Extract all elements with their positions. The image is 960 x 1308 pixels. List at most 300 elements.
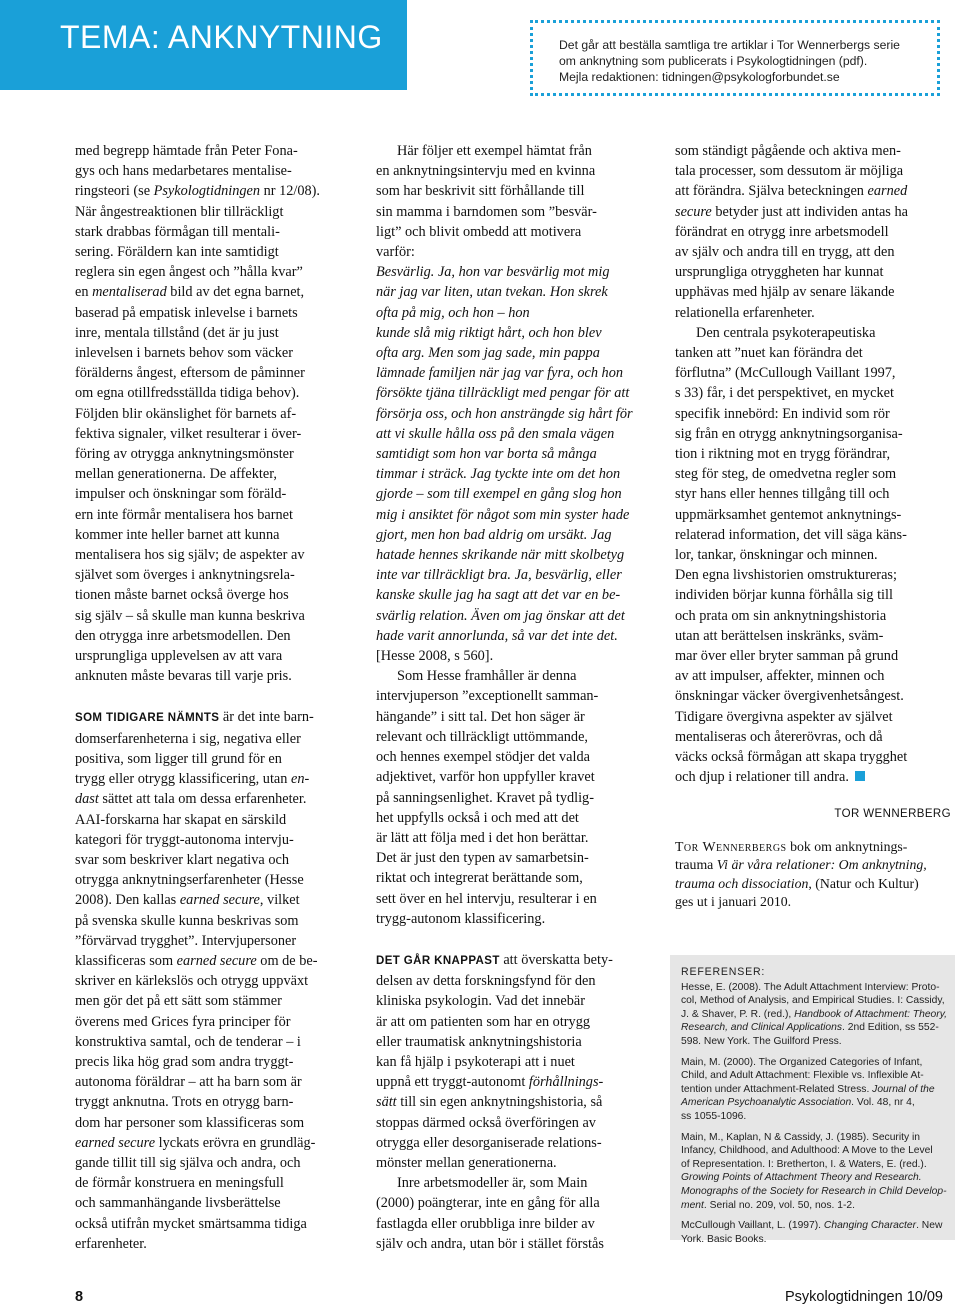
- text-line: [675, 727, 951, 747]
- text-line: [376, 363, 646, 383]
- text-run: mig i ansiktet för något som min syster hade: [376, 506, 630, 523]
- text-line: [675, 606, 951, 626]
- text-run: earned secure: [176, 952, 257, 969]
- text-run: själv och andra, utan bör i stället förstås: [376, 1235, 604, 1252]
- text-line: [675, 282, 951, 302]
- text-line: [75, 707, 357, 728]
- paragraph: [675, 141, 951, 323]
- text-line: [75, 1133, 357, 1153]
- text-line: [75, 202, 357, 222]
- text-run: av själv och andra till en trygg, att den: [675, 244, 895, 261]
- text-run: stoppas därmed också överföringen av: [376, 1114, 596, 1131]
- text-line: [75, 141, 357, 161]
- text-run: American Psychoanalytic Association: [681, 1097, 852, 1109]
- text-run: till sin egen anknytningshistoria, så: [396, 1094, 603, 1111]
- text-line: [376, 323, 646, 343]
- text-line: [376, 1012, 646, 1032]
- text-run: dast: [75, 791, 99, 808]
- text-line: [675, 383, 951, 403]
- text-run: mentalisera hos sig själv; de aspekter av: [75, 547, 305, 564]
- text-line: [376, 545, 646, 565]
- column-3-text: [675, 141, 951, 788]
- text-line: [681, 1233, 949, 1247]
- text-run: kliniska psykologin. Vad det innebär: [376, 993, 586, 1010]
- body-column-3: [675, 141, 951, 911]
- text-line: [75, 303, 357, 323]
- text-line: [376, 1234, 646, 1254]
- text-run: timmar i sträck. Jag tyckte inte om det hon: [376, 466, 621, 483]
- text-line: [75, 323, 357, 343]
- text-run: hatade hennes skrikande när mitt skolbetyg: [376, 547, 625, 564]
- text-line: [376, 1032, 646, 1052]
- text-run: uppnå ett tryggt-autonomt: [376, 1074, 529, 1091]
- text-run: precis lika hög grad som andra tryggt-: [75, 1053, 294, 1070]
- text-run: , vilket: [259, 892, 300, 909]
- text-run: . 2nd Edition, ss 552-: [842, 1022, 939, 1034]
- text-line: [675, 856, 951, 874]
- text-run: är att om patienten som har en otrygg: [376, 1013, 590, 1030]
- text-line: [75, 1234, 357, 1254]
- text-run: . New: [916, 1220, 943, 1232]
- end-mark-square: [855, 771, 865, 781]
- text-line: [75, 464, 357, 484]
- text-run: Research, and Clinical Applications: [681, 1022, 843, 1034]
- text-run: Hesse, E. (2008). The Adult Attachment Interview: Proto-: [681, 981, 940, 993]
- paragraph: [376, 262, 646, 666]
- text-run: anknuten måste bevaras till varje pris.: [75, 668, 292, 685]
- text-line: [681, 1219, 949, 1233]
- text-run: att vi skulle hålla oss på den smala vägen: [376, 425, 615, 442]
- text-line: [675, 666, 951, 686]
- text-line: [376, 646, 646, 666]
- text-line: [75, 1173, 357, 1193]
- text-run: sig själv – så skulle man kunna beskriva: [75, 607, 305, 624]
- text-run: intervjuperson ”exceptionellt samman-: [376, 688, 599, 705]
- text-line: [675, 646, 951, 666]
- text-line: [75, 1153, 357, 1173]
- text-run: Tidigare övergivna aspekter av självet: [675, 708, 893, 725]
- references-box: [670, 955, 955, 1245]
- text-run: mönster mellan generationerna.: [376, 1154, 557, 1171]
- text-line: [376, 1153, 646, 1173]
- text-run: När ångestreaktionen blir tillräckligt: [75, 203, 284, 220]
- text-line: [75, 810, 357, 830]
- text-run: , (Natur och Kultur): [808, 875, 919, 891]
- text-line: [376, 848, 646, 868]
- paragraph: [376, 141, 646, 262]
- text-run: kan få hjälp i psykoterapi att i nuet: [376, 1053, 575, 1070]
- text-line: [75, 484, 357, 504]
- text-line: [376, 1133, 646, 1153]
- text-line: [75, 343, 357, 363]
- text-run: tionen måste barnet också överge hos: [75, 587, 289, 604]
- paragraph: [376, 950, 646, 1173]
- text-line: [681, 994, 949, 1008]
- paragraph: [75, 707, 357, 1253]
- text-run: adjektivet, varför hon uppfyller kravet: [376, 769, 595, 786]
- text-run: of Representation. I: Bretherton, I. & Waters, E. (red.).: [681, 1158, 927, 1170]
- text-line: [376, 727, 646, 747]
- text-run: gande tillit till sig själva och andra, och: [75, 1154, 301, 1171]
- text-run: betyder just att individen antas ha: [711, 203, 908, 220]
- text-run: Följden blir okänslighet för barnets af-: [75, 405, 297, 422]
- text-line: [675, 484, 951, 504]
- text-line: [75, 911, 357, 931]
- paragraph: [675, 323, 951, 788]
- text-run: av att impulser, affekter, minnen och: [675, 668, 885, 685]
- text-run: trygg-autonom klassificering.: [376, 910, 546, 927]
- text-run: och sammanhängande livsberättelse: [75, 1195, 281, 1212]
- text-line: [376, 767, 646, 787]
- text-line: [75, 870, 357, 890]
- text-line: [75, 850, 357, 870]
- text-run: tion i riktning mot en trygg förändrar,: [675, 446, 891, 463]
- text-run: Psykologtidningen: [153, 183, 261, 200]
- text-line: [376, 141, 646, 161]
- text-run: earned secure: [75, 1134, 156, 1151]
- text-run: en-: [290, 771, 310, 788]
- text-line: [675, 222, 951, 242]
- text-line: [75, 1032, 357, 1052]
- text-run: ursprungliga upplevelsen av att vara: [75, 648, 283, 665]
- text-line: [675, 141, 951, 161]
- text-line: [675, 323, 951, 343]
- text-line: [75, 1092, 357, 1112]
- text-line: [75, 769, 357, 789]
- text-run: . Vol. 48, nr 4,: [851, 1097, 915, 1109]
- text-line: [675, 893, 951, 911]
- text-line: [376, 222, 646, 242]
- text-line: [75, 931, 357, 951]
- section-break: [376, 929, 646, 950]
- text-line: [75, 444, 357, 464]
- reference-item: [681, 1131, 949, 1213]
- text-line: [681, 1199, 949, 1213]
- text-line: [675, 545, 951, 565]
- text-run: lämnade familjen när jag var fyra, och hon: [376, 365, 623, 382]
- text-run: Child, and Adult Attachment: Flexible vs. Inflexible At-: [681, 1070, 924, 1082]
- text-run: en: [75, 284, 93, 301]
- text-run: otrygga eller desorganiserade relations-: [376, 1134, 602, 1151]
- text-run: baserad på empatisk inlevelse i barnets: [75, 304, 298, 321]
- text-run: tanken att ”nuet kan förändra det: [675, 345, 863, 362]
- text-run: förflutna” (McCullough Vaillant 1997,: [675, 365, 896, 382]
- paragraph: [376, 1173, 646, 1254]
- text-run: ”förvärvad trygghet”. Intervjupersoner: [75, 932, 297, 949]
- text-line: [75, 262, 357, 282]
- text-run: bok om anknytnings-: [790, 838, 908, 854]
- text-run: ern inte förmår mentalisera hos barnet: [75, 506, 293, 523]
- text-run: lor, tankar, önskningar och minnen.: [675, 547, 878, 564]
- text-run: önskningar väcker övergivenhetsångest.: [675, 688, 904, 705]
- text-run: delsen av detta forskningsfynd för den: [376, 973, 596, 990]
- text-run: (2000) poängterar, inte en gång för alla: [376, 1195, 600, 1212]
- text-line: [681, 1110, 949, 1124]
- text-run: inte var tillräckligt bra. Ja, besvärlig, eller: [376, 567, 622, 584]
- text-run: väcks också förmågan att skapa trygghet: [675, 749, 908, 766]
- text-line: [75, 222, 357, 242]
- text-line: [376, 1052, 646, 1072]
- text-line: [75, 1214, 357, 1234]
- text-run: är lätt att följa med i det hon berättar.: [376, 829, 589, 846]
- text-run: McCullough Vaillant, L. (1997).: [681, 1220, 824, 1232]
- text-line: [75, 505, 357, 525]
- text-run: Det är just den typen av samarbetsin-: [376, 850, 589, 867]
- text-line: [376, 606, 646, 626]
- text-run: tention under Attachment-Related Stress.: [681, 1083, 873, 1095]
- text-line: [376, 444, 646, 464]
- text-run: också utifrån mycket smärtsamma tidiga: [75, 1215, 307, 1232]
- text-run: Inre arbetsmodeller är, som Main: [397, 1175, 588, 1192]
- text-run: om de be-: [256, 952, 318, 969]
- text-line: [376, 707, 646, 727]
- text-line: [75, 1113, 357, 1133]
- text-line: [75, 1012, 357, 1032]
- text-run: och hennes exempel stödjer det valda: [376, 749, 590, 766]
- text-line: [75, 1052, 357, 1072]
- text-run: ursprungliga otryggheten har kunnat: [675, 264, 884, 281]
- reference-item: [681, 981, 949, 1049]
- text-run: som ständigt pågående och aktiva men-: [675, 143, 901, 159]
- text-line: [681, 1056, 949, 1070]
- text-line: [376, 868, 646, 888]
- text-line: [376, 343, 646, 363]
- text-run: Main, M., Kaplan, N & Cassidy, J. (1985). Security in: [681, 1131, 921, 1143]
- text-line: [675, 525, 951, 545]
- text-run: svar som beskriver klart negativa och: [75, 851, 289, 868]
- text-run: sering. Föräldern kan inte samtidigt: [75, 244, 279, 261]
- text-run: fastlagda eller orubbliga inre bilder av: [376, 1215, 595, 1232]
- text-run: ligt” och blivit ombedd att motivera: [376, 223, 582, 240]
- text-line: [75, 890, 357, 910]
- text-line: [75, 606, 357, 626]
- text-run: relationella erfarenheter.: [675, 304, 815, 321]
- text-run: trauma: [675, 857, 717, 873]
- publication-name: Psykologtidningen 10/09: [784, 1289, 943, 1305]
- text-run: med begrepp hämtade från Peter Fona-: [75, 143, 298, 159]
- text-line: [75, 951, 357, 971]
- text-line: [675, 686, 951, 706]
- text-run: upphävas med hjälp av senare läkande: [675, 284, 895, 301]
- text-line: [75, 971, 357, 991]
- text-run: impulser och önskningar som föräld-: [75, 486, 287, 503]
- text-run: sig från en otrygg anknytningsorganisa-: [675, 425, 903, 442]
- text-run: trygg eller otrygg klassificering, utan: [75, 771, 291, 788]
- text-run: försökte tjäna tillräckligt med pengar för att: [376, 385, 630, 402]
- text-line: [75, 626, 357, 646]
- text-line: [376, 525, 646, 545]
- text-run: på svenska skulle kunna beskrivas som: [75, 912, 299, 929]
- text-run: svärlig relation. Även om jag önskar att det: [376, 607, 625, 624]
- text-run: Handbook of Attachment: Theory,: [794, 1008, 947, 1020]
- text-line: [376, 505, 646, 525]
- text-run: ringsteori (se: [75, 183, 154, 200]
- text-run: Growing Points of Attachment Theory and Research.: [681, 1172, 922, 1184]
- text-run: Här följer ett exempel hämtat från: [397, 143, 592, 159]
- text-line: [675, 303, 951, 323]
- text-run: förälderns ångest, eftersom de påminner: [75, 365, 305, 382]
- text-line: [675, 767, 951, 787]
- text-run: col, Method of Analysis, and Empirical Studies. I: Cassidy,: [681, 995, 945, 1007]
- text-run: gys och hans medarbetares mentalise-: [75, 163, 292, 180]
- text-line: [681, 1131, 949, 1145]
- text-line: [75, 830, 357, 850]
- text-line: [75, 525, 357, 545]
- text-run: dom har personer som klassificeras som: [75, 1114, 305, 1131]
- paragraph: [376, 666, 646, 929]
- text-line: [376, 383, 646, 403]
- text-line: [376, 404, 646, 424]
- text-run: klassificeras som: [75, 952, 177, 969]
- text-run: AAI-forskarna har skapat en särskild: [75, 811, 287, 828]
- text-run: sätt: [376, 1094, 397, 1111]
- text-line: [75, 383, 357, 403]
- text-line: [376, 585, 646, 605]
- text-run: och prata om sin anknytningshistoria: [675, 607, 887, 624]
- text-line: [376, 626, 646, 646]
- text-run: mentaliserad: [92, 284, 167, 301]
- text-run: när jag var liten, utan tvekan. Hon skrek: [376, 284, 608, 301]
- text-run: ofta på mig, och hon – hon: [376, 304, 530, 321]
- text-run: kategori för tryggt-autonoma intervju-: [75, 831, 294, 848]
- text-run: som har beskrivit sitt förhållande till: [376, 183, 585, 200]
- text-run: föring av otrygga anknytningsmönster: [75, 446, 294, 463]
- text-line: [681, 1096, 949, 1110]
- author-bio-name: Tor Wennerbergs: [675, 838, 787, 854]
- section-lead-in: SOM TIDIGARE NÄMNTS: [75, 712, 220, 725]
- text-line: [675, 875, 951, 893]
- text-run: sett över en hel intervju, resulterar i en: [376, 890, 597, 907]
- text-line: [675, 363, 951, 383]
- text-run: stark drabbas förmågan till mentali-: [75, 223, 280, 240]
- text-line: [376, 747, 646, 767]
- text-line: [675, 242, 951, 262]
- text-run: hade varit annorlunda, så var det inte det.: [376, 627, 618, 644]
- text-run: 598. New York. The Guilford Press.: [681, 1035, 842, 1047]
- text-line: [376, 262, 646, 282]
- text-run: [Hesse 2008, s 560].: [376, 648, 494, 665]
- text-run: fektiva signaler, vilket resulterar i över-: [75, 425, 302, 442]
- text-line: [681, 1035, 949, 1049]
- paragraph: [75, 141, 357, 686]
- text-line: [75, 646, 357, 666]
- text-run: gjorde – som till exempel en gång slog hon: [376, 486, 622, 503]
- text-run: lyckats erövra en grundläg-: [155, 1134, 316, 1151]
- references-title: REFERENSER:: [681, 966, 766, 978]
- text-run: att förändra. Själva beteckningen: [675, 183, 868, 200]
- text-run: J. & Shaver, P. R. (red.),: [681, 1008, 795, 1020]
- text-run: Changing Character: [823, 1220, 917, 1232]
- text-line: [376, 950, 646, 971]
- text-run: Som Hesse framhåller är denna: [397, 668, 577, 685]
- text-run: eller traumatisk anknytningshistoria: [376, 1033, 582, 1050]
- text-run: mentaliseras och återerövras, och då: [675, 728, 883, 745]
- text-line: [675, 585, 951, 605]
- text-line: [376, 1214, 646, 1234]
- text-run: positiva, som ligger till grund för en: [75, 750, 282, 767]
- text-line: [376, 971, 646, 991]
- text-line: [675, 181, 951, 201]
- text-run: inlevelsen i barnets behov som väcker: [75, 345, 293, 362]
- text-line: [376, 828, 646, 848]
- text-line: [75, 991, 357, 1011]
- text-run: bild av det egna barnet,: [166, 284, 305, 301]
- body-column-1: [75, 141, 357, 1254]
- text-line: [376, 686, 646, 706]
- text-run: om egna otillfredsställda tidiga behov).: [75, 385, 300, 402]
- text-run: ofta arg. Men som jag sade, min pappa: [376, 345, 600, 362]
- text-run: kanske skulle jag ha sagt att det var en be-: [376, 587, 621, 604]
- section-lead-in: DET GÅR KNAPPAST: [376, 954, 500, 967]
- text-run: Vi är våra relationer: Om anknytning,: [716, 857, 927, 873]
- text-run: erfarenheter.: [75, 1235, 147, 1252]
- author-name: TOR WENNERBERG: [834, 807, 951, 820]
- text-line: [376, 484, 646, 504]
- text-run: en anknytningsintervju med en kvinna: [376, 163, 596, 180]
- text-run: riktat och integrerat berättande som,: [376, 870, 583, 887]
- text-line: [75, 729, 357, 749]
- text-run: domserfarenheterna i sig, negativa eller: [75, 730, 301, 747]
- text-line: [681, 1021, 949, 1035]
- order-note-box: [530, 20, 940, 96]
- text-line: [376, 1113, 646, 1133]
- text-line: [681, 1185, 949, 1199]
- text-run: York. Basic Books.: [681, 1233, 767, 1245]
- reference-item: [681, 1219, 949, 1246]
- text-run: het uppfylls också i och med att det: [376, 809, 579, 826]
- text-run: 2008). Den kallas: [75, 892, 180, 909]
- reference-item: [681, 1056, 949, 1124]
- text-line: [376, 909, 646, 929]
- text-line: [376, 1193, 646, 1213]
- text-line: [376, 1173, 646, 1193]
- text-line: [675, 262, 951, 282]
- text-line: [376, 889, 646, 909]
- text-run: att överskatta bety-: [499, 951, 613, 968]
- text-run: förändrat en otrygg inre arbetsmodell: [675, 223, 889, 240]
- text-line: [75, 666, 357, 686]
- text-line: [376, 424, 646, 444]
- text-line: [75, 404, 357, 424]
- text-run: uppmärksamhet gentemot anknytnings-: [675, 506, 902, 523]
- text-line: [376, 788, 646, 808]
- text-run: överens med Grices fyra principer för: [75, 1013, 291, 1030]
- text-line: [75, 1072, 357, 1092]
- text-line: [75, 585, 357, 605]
- text-line: [675, 444, 951, 464]
- text-line: [75, 363, 357, 383]
- text-line: [675, 343, 951, 363]
- page-number: 8: [75, 1289, 84, 1305]
- text-run: relaterad information, det vill säga käns-: [675, 526, 907, 543]
- text-line: [681, 1008, 949, 1022]
- text-line: [75, 181, 357, 201]
- text-line: [675, 565, 951, 585]
- text-line: [376, 1092, 646, 1112]
- text-line: [376, 565, 646, 585]
- text-run: Den egna livshistorien omstruktureras;: [675, 567, 897, 584]
- text-run: ss 1055-1096.: [681, 1110, 747, 1122]
- text-run: på sanningsenlighet. Kravet på tydlig-: [376, 789, 594, 806]
- body-column-2: [376, 141, 646, 1254]
- text-line: [376, 464, 646, 484]
- text-line: [675, 424, 951, 444]
- text-run: sin mamma i barndomen som ”besvär-: [376, 203, 597, 220]
- text-run: . Serial no. 209, vol. 50, nos. 1-2.: [703, 1199, 856, 1211]
- text-run: ges ut i januari 2010.: [675, 893, 792, 909]
- text-run: hängande” i sitt tal. Det hon säger är: [376, 708, 585, 725]
- text-line: [376, 202, 646, 222]
